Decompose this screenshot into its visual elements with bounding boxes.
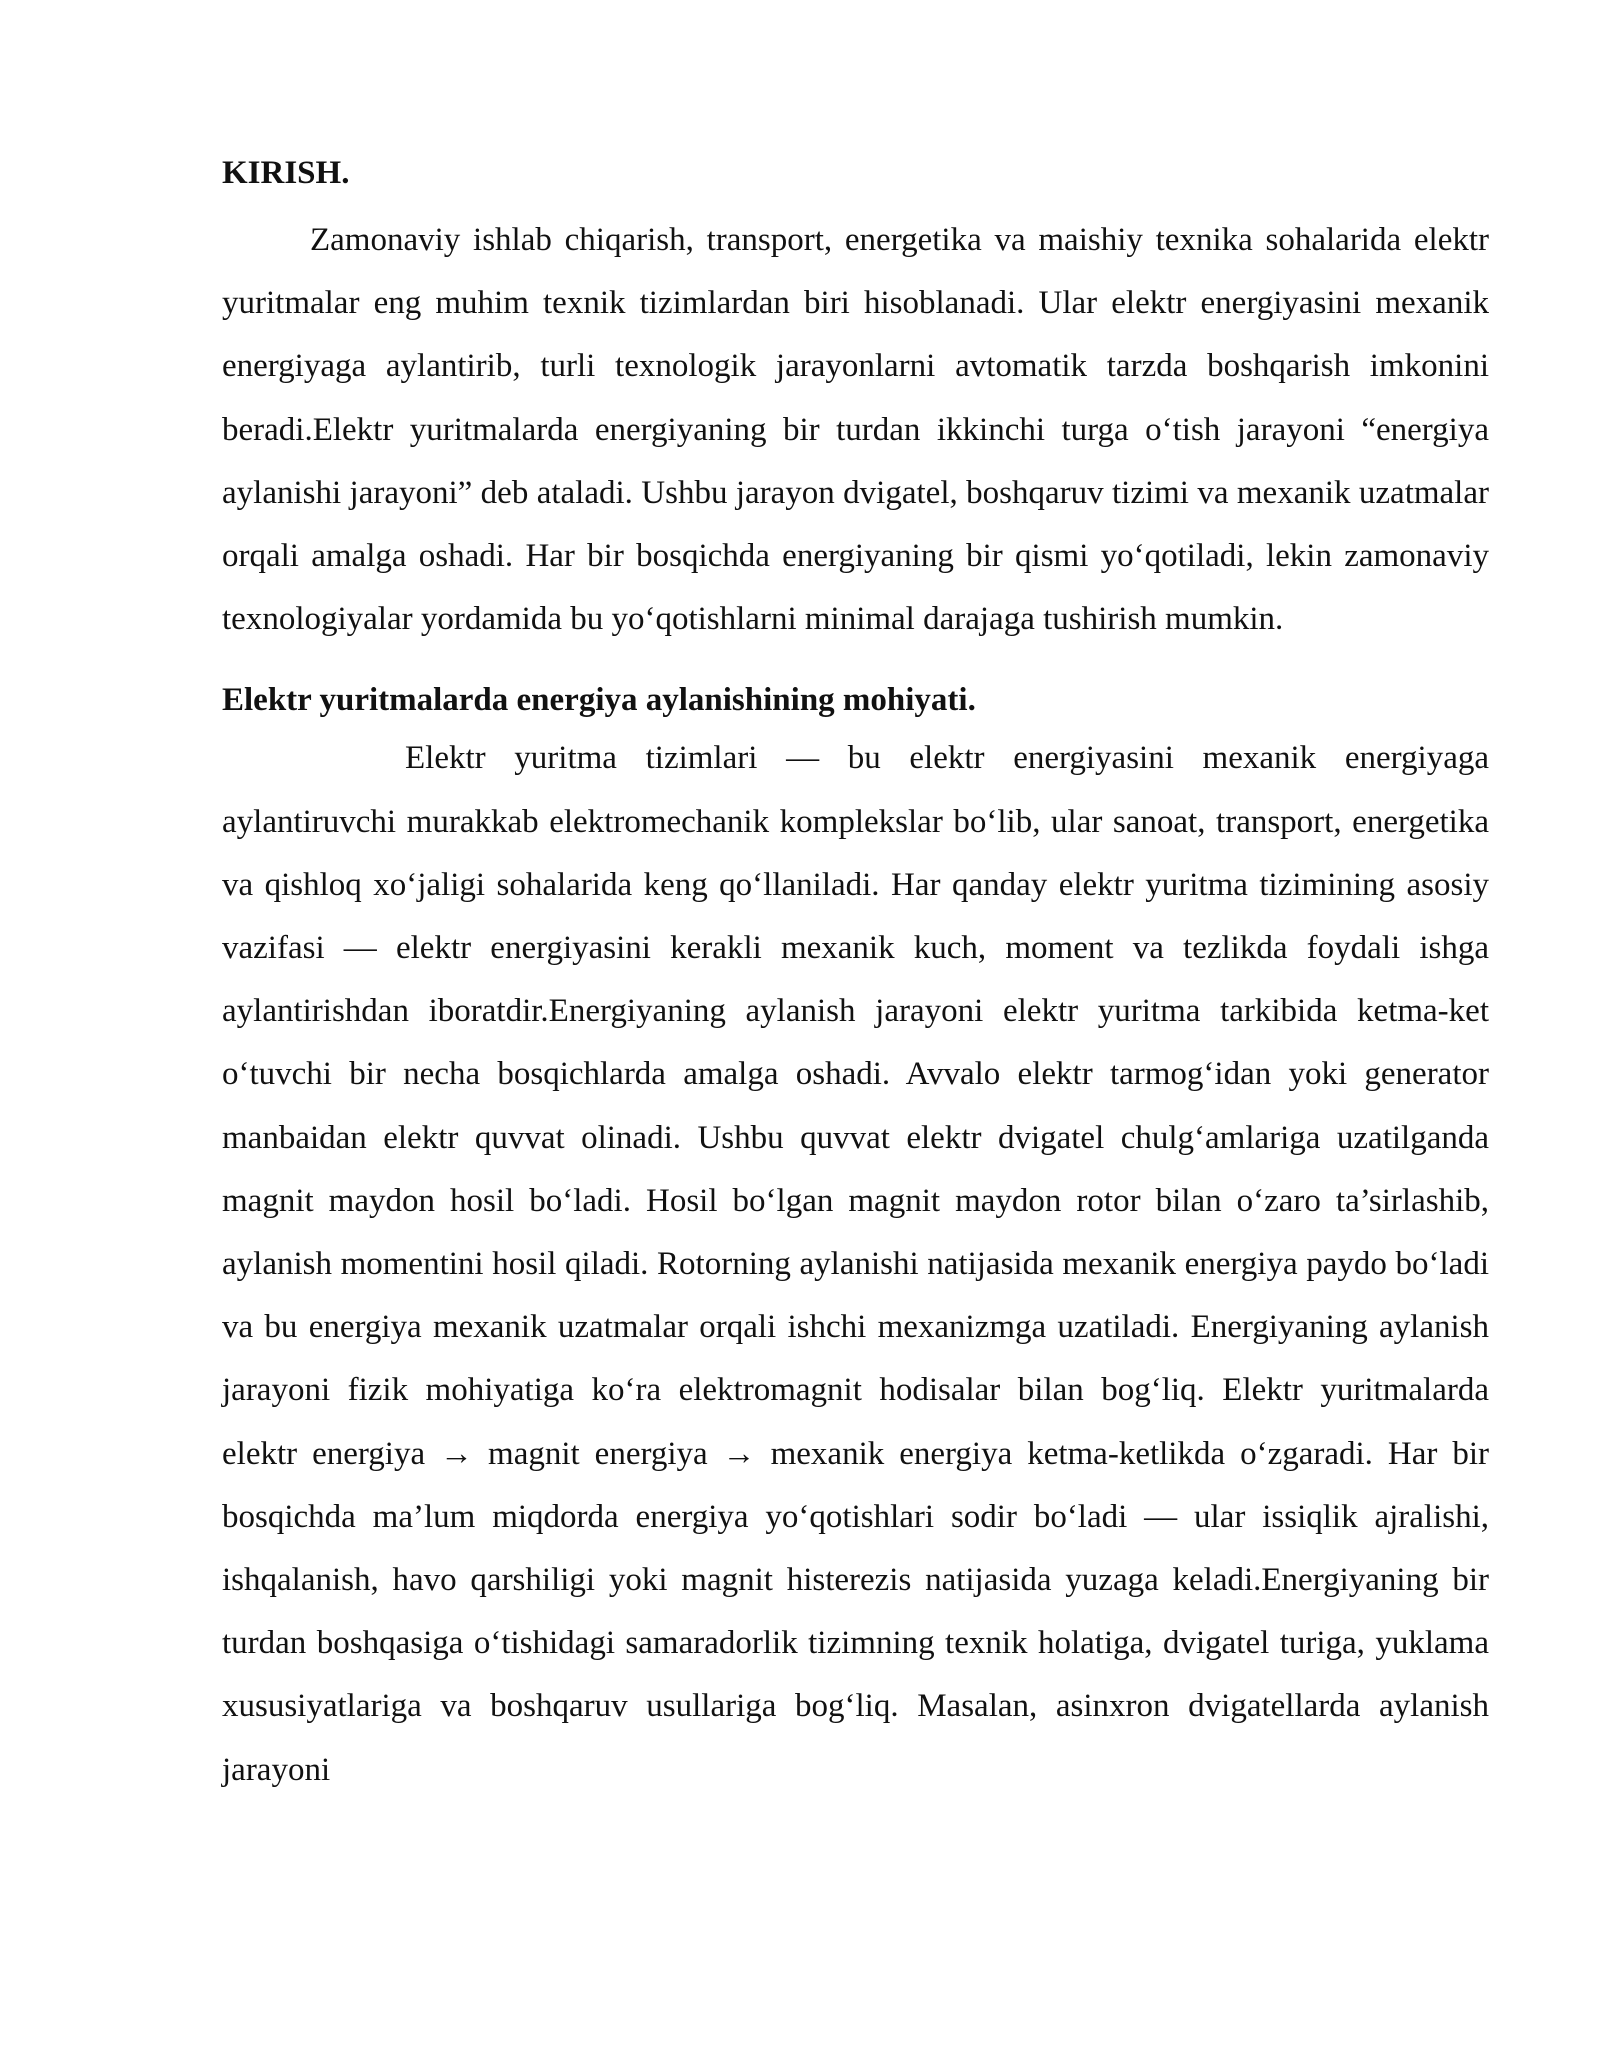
section-heading-intro: KIRISH.: [222, 155, 350, 191]
paragraph-essence: Elektr yuritma tizimlari — bu elektr energiyasini mexanik energiyaga aylantiruvchi murakkab elektromechanik komplekslar bo‘lib, ular sanoat, transport, energetika va qishloq xo‘jaligi sohalarida keng qo‘llaniladi. Har qanday elektr yuritma tizimining asosiy vazifasi — elektr energiyasini kerakli mexanik kuch, moment va tezlikda foydali ishga aylantirishdan iboratdir.Energiyaning aylanish jarayoni elektr yuritma tarkibida ketma-ket o‘tuvchi bir necha bosqichlarda amalga oshadi. Avvalo elektr tarmog‘idan yoki generator manbaidan elektr quvvat olinadi. Ushbu quvvat elektr dvigatel chulg‘amlariga uzatilganda magnit maydon hosil bo‘ladi. Hosil bo‘lgan magnit maydon rotor bilan o‘zaro ta’sirlashib, aylanish momentini hosil qiladi. Rotorning aylanishi natijasida mexanik energiya paydo bo‘ladi va bu energiya mexanik uzatmalar orqali ishchi mexanizmga uzatiladi. Energiyaning aylanish jarayoni fizik mohiyatiga ko‘ra elektromagnit hodisalar bilan bog‘liq. Elektr yuritmalarda elektr energiya → magnit energiya → mexanik energiya ketma-ketlikda o‘zgaradi. Har bir bosqichda ma’lum miqdorda energiya yo‘qotishlari sodir bo‘ladi — ular issiqlik ajralishi, ishqalanish, havo qarshiligi yoki magnit histerezis natijasida yuzaga keladi.Energiyaning bir turdan boshqasiga o‘tishidagi samaradorlik tizimning texnik holatiga, dvigatel turiga, yuklama xususiyatlariga va boshqaruv usullariga bog‘liq. Masalan, asinxron dvigatellarda aylanish jarayoni: [222, 740, 1489, 1788]
document-body: [222, 145, 1489, 1802]
paragraph-intro: Zamonaviy ishlab chiqarish, transport, energetika va maishiy texnika sohalarida elektr yuritmalar eng muhim texnik tizimlardan biri hisoblanadi. Ular elektr energiyasini mexanik energiyaga aylantirib, turli texnologik jarayonlarni avtomatik tarzda boshqarish imkonini beradi.Elektr yuritmalarda energiyaning bir turdan ikkinchi turga o‘tish jarayoni “energiya aylanishi jarayoni” deb ataladi. Ushbu jarayon dvigatel, boshqaruv tizimi va mexanik uzatmalar orqali amalga oshadi. Har bir bosqichda energiyaning bir qismi yo‘qotiladi, lekin zamonaviy texnologiyalar yordamida bu yo‘qotishlarni minimal darajaga tushirish mumkin.: [222, 222, 1489, 638]
section-heading-essence: Elektr yuritmalarda energiya aylanishining mohiyati.: [222, 682, 976, 719]
